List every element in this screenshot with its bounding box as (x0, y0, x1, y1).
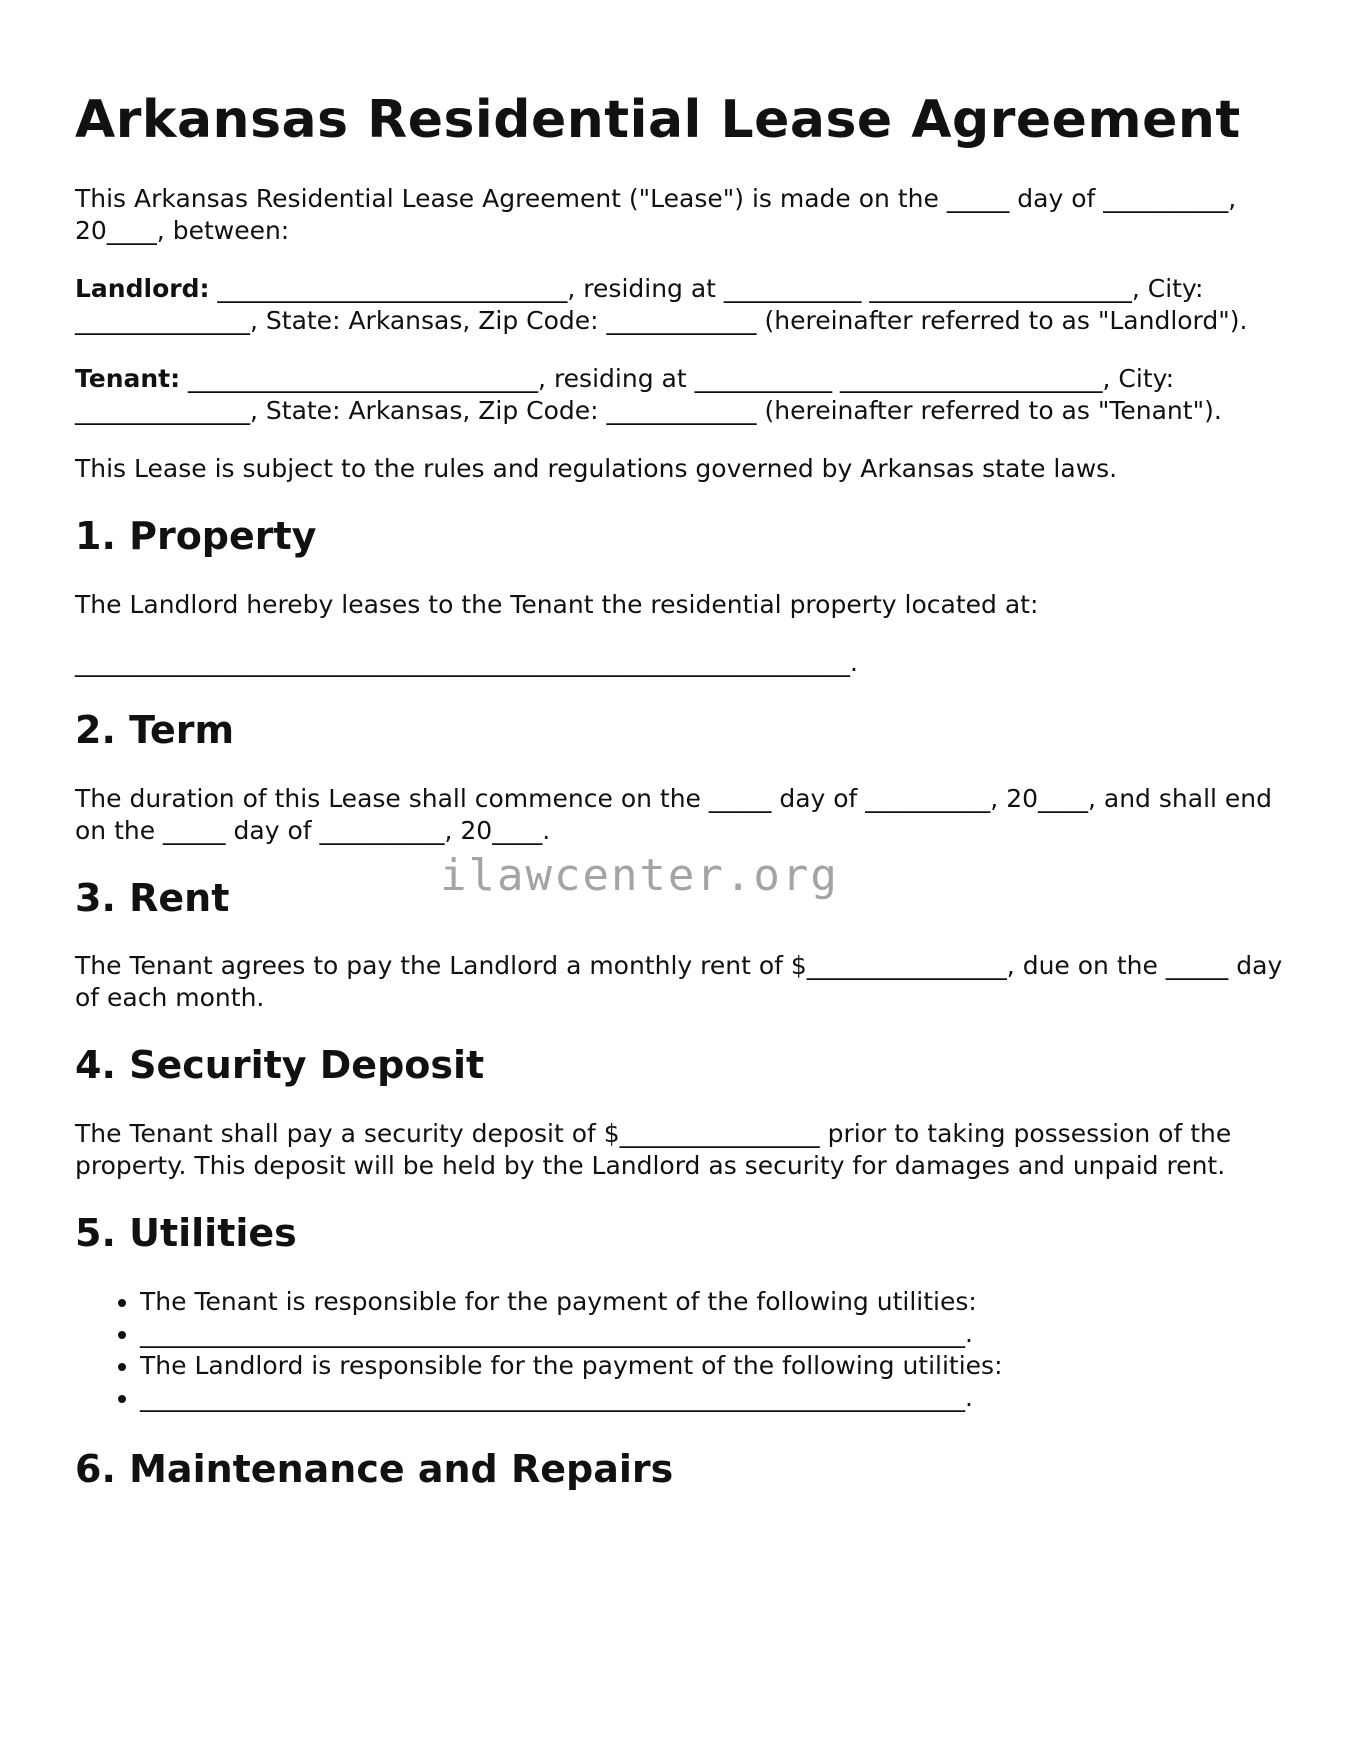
term-paragraph: The duration of this Lease shall commence on the _____ day of __________, 20____, and shall end on the _____ day of __________, 20____. (75, 783, 1272, 845)
watermark-text: ilawcenter.org (440, 850, 839, 901)
document-title: Arkansas Residential Lease Agreement (75, 90, 1241, 150)
tenant-paragraph (75, 363, 1290, 427)
landlord-details: ____________________________, residing at ___________ _____________________, City: ______________, State: Arkansas, Zip Code: ____________ (hereinafter referred to as "Landlord"). (75, 274, 1248, 336)
section-heading-security-deposit: 4. Security Deposit (75, 1043, 485, 1088)
intro-paragraph: This Arkansas Residential Lease Agreement ("Lease") is made on the _____ day of __________, 20____, between: (75, 184, 1237, 246)
list-item: • The Tenant is responsible for the payment of the following utilities: (140, 1286, 1290, 1318)
list-item: • __________________________________________________________________. (140, 1382, 1290, 1414)
section-heading-term: 2. Term (75, 707, 235, 752)
tenant-details: ____________________________, residing at ___________ _____________________, City: ______________, State: Arkansas, Zip Code: ____________ (hereinafter referred to as "Tenant"). (75, 364, 1222, 426)
section-heading-property: 1. Property (75, 514, 317, 559)
landlord-paragraph (75, 273, 1290, 337)
security-deposit-paragraph: The Tenant shall pay a security deposit of $________________ prior to taking possession of the property. This deposit will be held by the Landlord as security for damages and unpaid rent. (75, 1118, 1232, 1180)
tenant-label: Tenant: (75, 364, 181, 394)
property-paragraph: The Landlord hereby leases to the Tenant the residential property located at: (75, 589, 1039, 619)
lease-document (75, 92, 1290, 1521)
section-heading-maintenance: 6. Maintenance and Repairs (75, 1446, 674, 1491)
list-item: • The Landlord is responsible for the payment of the following utilities: (140, 1350, 1290, 1382)
utilities-list (75, 1286, 1290, 1414)
section-heading-rent: 3. Rent (75, 875, 230, 920)
list-item: • __________________________________________________________________. (140, 1318, 1290, 1350)
governing-law-paragraph: This Lease is subject to the rules and regulations governed by Arkansas state laws. (75, 454, 1118, 484)
landlord-label: Landlord: (75, 274, 210, 304)
section-heading-utilities: 5. Utilities (75, 1210, 297, 1255)
section-term (75, 709, 1290, 847)
property-address-line: ______________________________________________________________. (75, 647, 858, 677)
rent-paragraph: The Tenant agrees to pay the Landlord a monthly rent of $________________, due on the _____ day of each month. (75, 951, 1283, 1013)
